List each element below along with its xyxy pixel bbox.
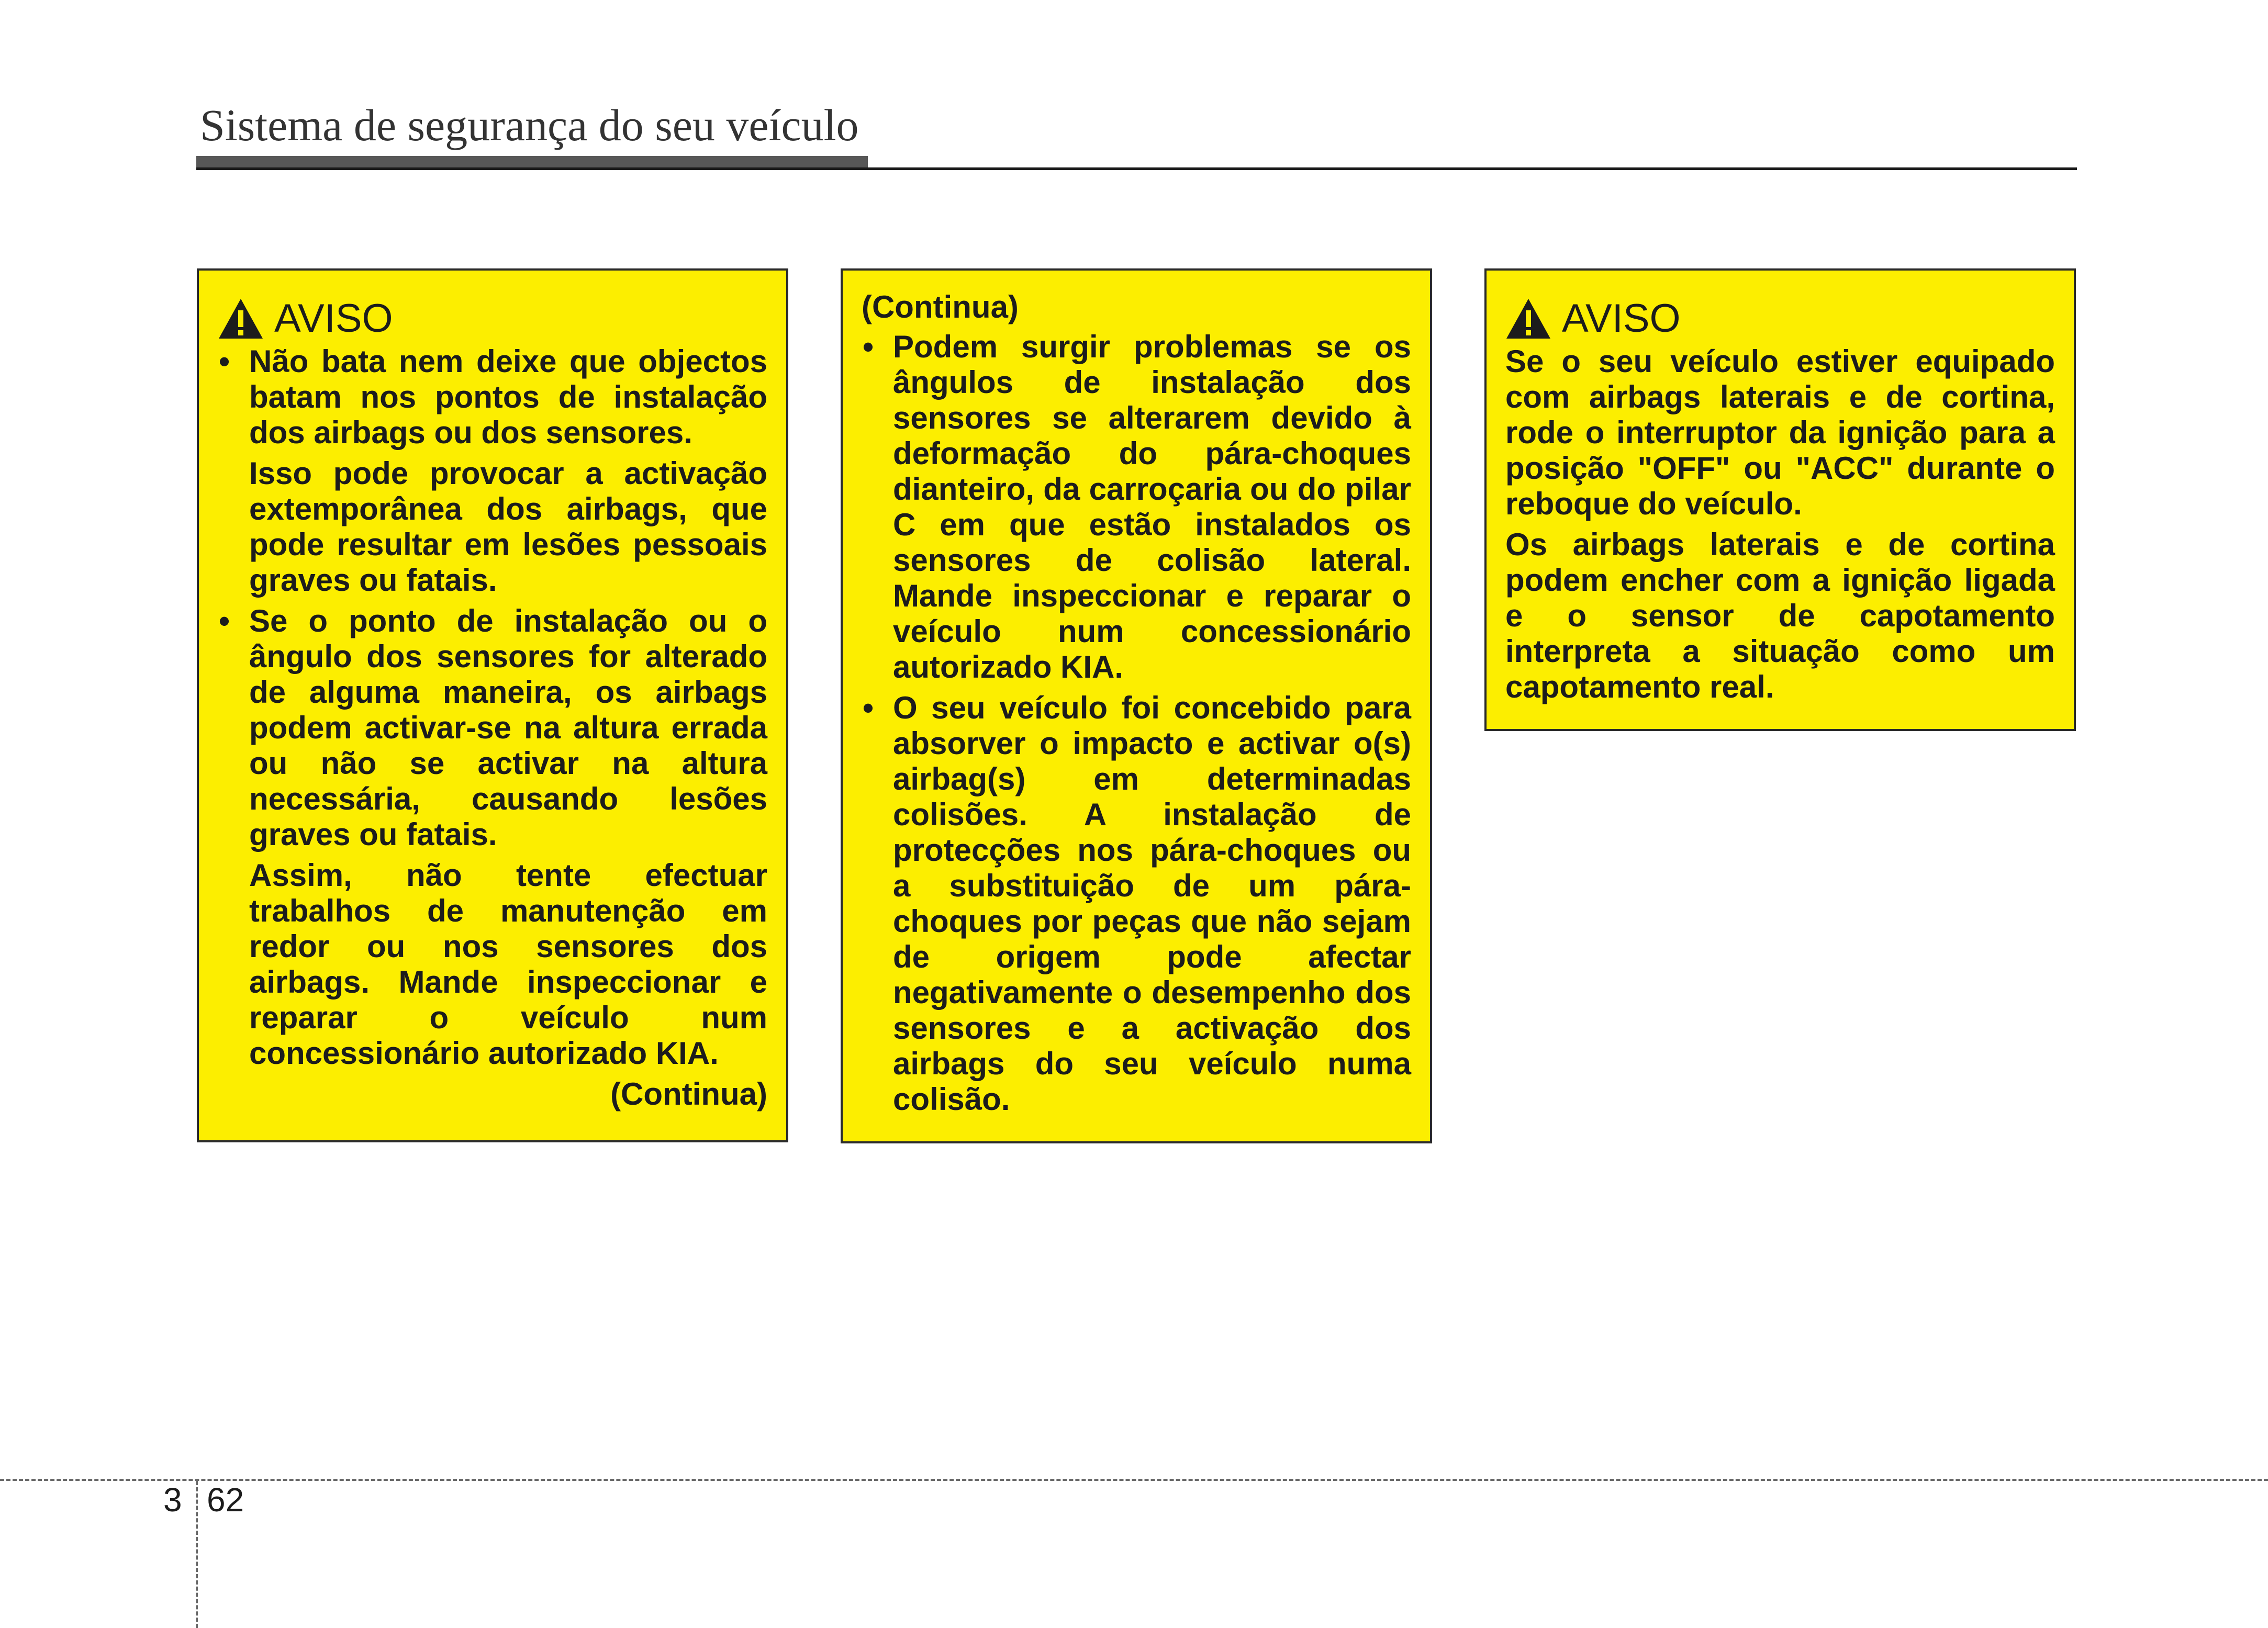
warning-paragraph: Se o seu veículo estiver equipado com airbags laterais e de cortina, rode o interruptor da ignição para a posição "OFF" ou "ACC" durante o reboque do veículo.: [1505, 344, 2055, 521]
warning-bullet: • Se o ponto de instalação ou o ângulo dos sensores for alterado de alguma maneira, os airbags podem activar-se na altura errada ou não se activar na altura necessária, causando lesões graves ou fatais.: [218, 603, 767, 852]
footer-dashed-rule: [0, 1479, 2268, 1481]
warning-box-1: [197, 268, 788, 1142]
warning-box-2: [841, 268, 1432, 1143]
page-number: 62: [207, 1481, 244, 1519]
warning-paragraph: Os airbags laterais e de cortina podem encher com a ignição ligada e o sensor de capotamento interpreta a situação como um capotamento real.: [1505, 527, 2055, 704]
warning-bullet: • O seu veículo foi concebido para absorver o impacto e activar o(s) airbag(s) em determinadas colisões. A instalação de protecções nos pára-choques ou a substituição de um pára-choques por peças que não sejam de origem pode afectar negativamente o desempenho dos sensores e a activação dos airbags do seu veículo numa colisão.: [862, 690, 1411, 1117]
continues-label: (Continua): [610, 1076, 767, 1111]
header-rule: [196, 167, 2077, 170]
warning-title: AVISO: [274, 296, 393, 341]
warning-bullet: • Não bata nem deixe que objectos batam nos pontos de instalação dos airbags ou dos sensores.: [218, 344, 767, 451]
footer-dashed-divider: [196, 1481, 198, 1628]
warning-triangle-icon: [1505, 298, 1551, 340]
warning-title: AVISO: [1562, 296, 1681, 341]
warning-header: [1505, 294, 2055, 344]
chapter-number: 3: [163, 1481, 182, 1519]
warning-subparagraph: Isso pode provocar a activação extemporânea dos airbags, que pode resultar em lesões pessoais graves ou fatais.: [249, 456, 767, 598]
warning-box-3: [1484, 268, 2076, 731]
continued-label: (Continua): [862, 289, 1019, 324]
warning-subparagraph: Assim, não tente efectuar trabalhos de manutenção em redor ou nos sensores dos airbags. Mande inspeccionar e reparar o veículo num concessionário autorizado KIA.: [249, 858, 767, 1071]
warning-bullet: • Podem surgir problemas se os ângulos de instalação dos sensores se alterarem devido à deformação do pára-choques dianteiro, da carroçaria ou do pilar C em que estão instalados os sensores de colisão lateral. Mande inspeccionar e reparar o veículo num concessionário autorizado KIA.: [862, 329, 1411, 685]
warning-header: [218, 294, 767, 344]
warning-triangle-icon: [218, 298, 264, 340]
section-title: Sistema de segurança do seu veículo: [200, 100, 859, 150]
